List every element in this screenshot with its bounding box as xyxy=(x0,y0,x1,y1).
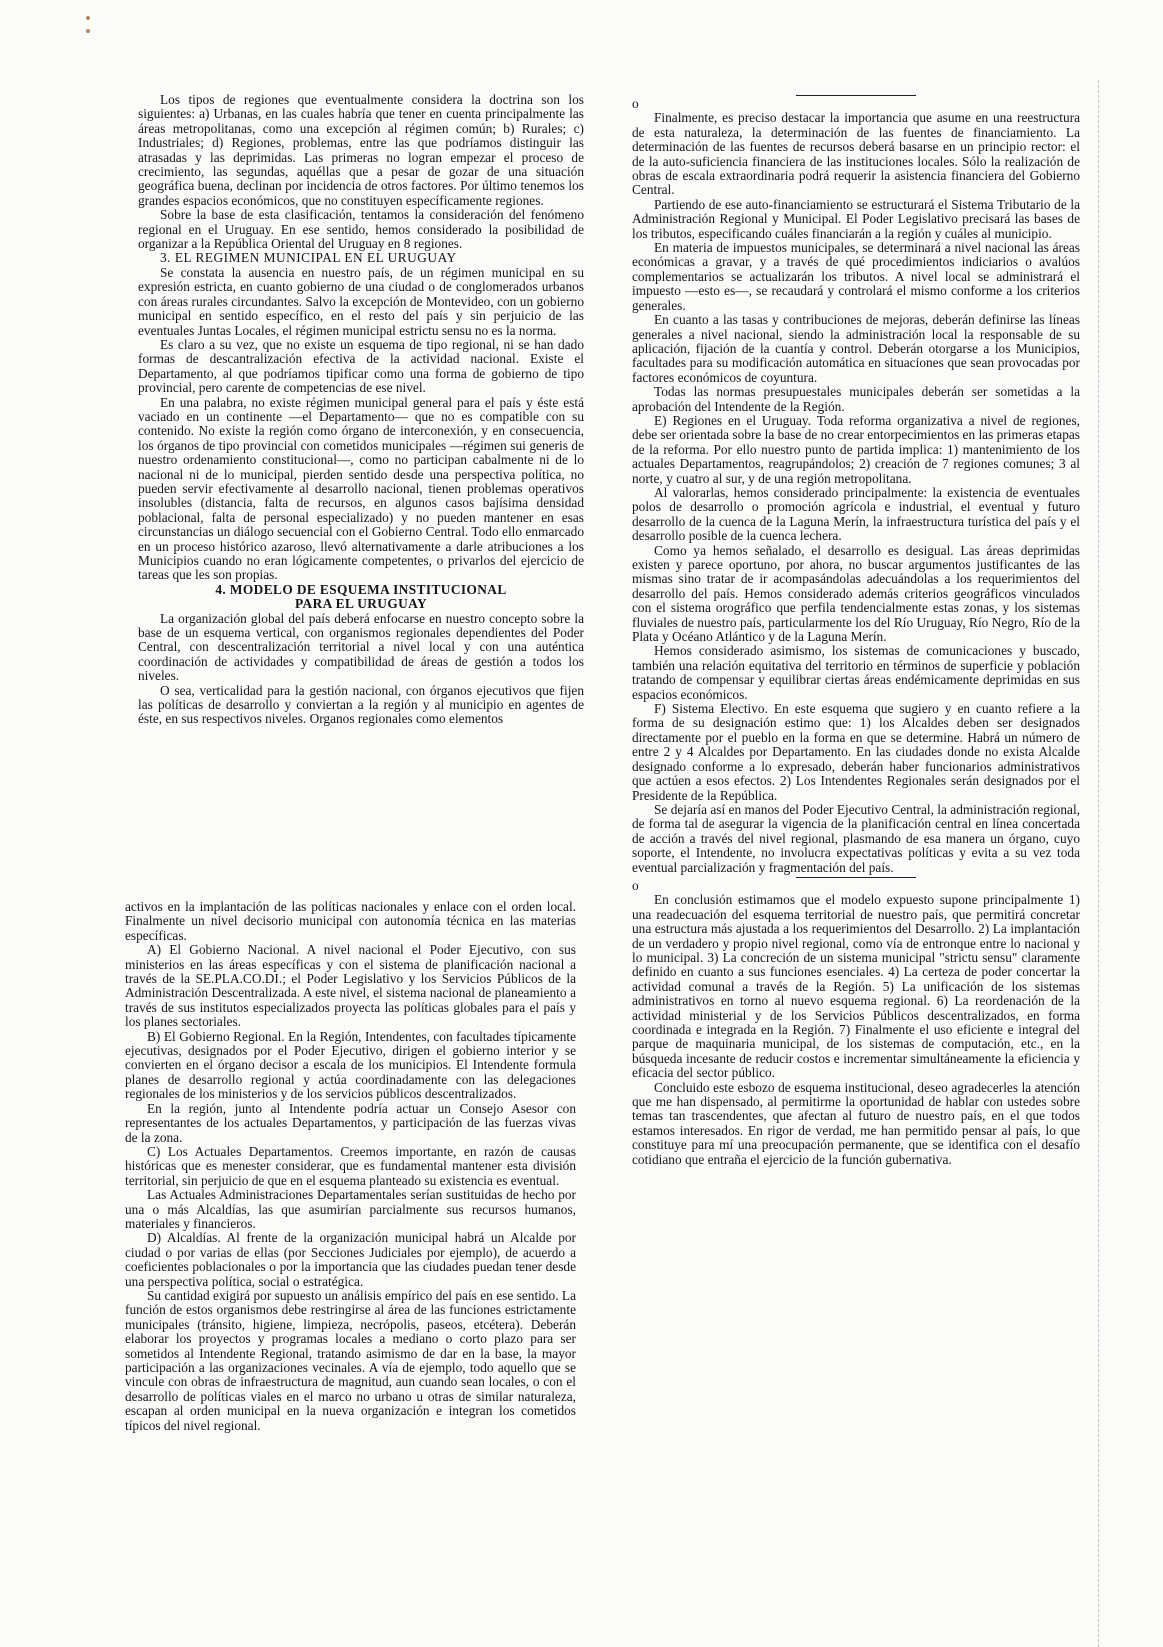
paragraph: A) El Gobierno Nacional. A nivel nacional el Poder Ejecutivo, con sus ministerios en las áreas específicas y con el sistema de planificación nacional a través de la SE.PLA.CO.DI.; el Poder Legislativo y los Servicios Públicos de la Administración Descentralizada. A este nivel, el sistema nacional de planeamiento a través de sus institutos especializados proyecta las políticas globales para el país y los planes sectoriales. xyxy=(125,942,576,1030)
paragraph: B) El Gobierno Regional. En la Región, Intendentes, con facultades típicamente ejecutivas, designados por el Poder Ejecutivo, dirigen el gobierno interior y se convierten en el órgano decisor a escala de los municipios. El Intendente formula planes de desarrollo regional y actúa coordinadamente con las delegaciones regionales de los ministerios y de los servicios públicos descentralizados. xyxy=(125,1028,576,1102)
paragraph: C) Los Actuales Departamentos. Creemos importante, en razón de causas históricas que es menester considerar, que es fundamental mantener esta división territorial, sin perjuicio de que en el esquema planteado su existencia es eventual. xyxy=(125,1143,576,1188)
paragraph: activos en la implantación de las políticas nacionales y enlace con el orden local. Finalmente un nivel decisorio municipal con autonomía técnica en las materias específicas. xyxy=(125,899,576,943)
paragraph: Sobre la base de esta clasificación, tentamos la consideración del fenómeno regional en el Uruguay. En ese sentido, hemos considerado la posibilidad de organizar a la República Oriental del Uruguay en 8 regiones. xyxy=(138,207,584,252)
paragraph: Al valorarlas, hemos considerado principalmente: la existencia de eventuales polos de desarrollo o promoción agrícola e industrial, el eventual y futuro desarrollo de la cuenca de la Laguna Merín, la infraestructura turística del país y el desarrollo posible de la cuenca lechera. xyxy=(632,484,1080,544)
paragraph: D) Alcaldías. Al frente de la organización municipal habrá un Alcalde por ciudad o por varias de ellas (por Secciones Judiciales por ejemplo), de acuerdo a coeficientes poblacionales o por la importancia que las ciudades puedan tener desde una perspectiva política, social o estratégica. xyxy=(125,1230,576,1289)
paragraph: En conclusión estimamos que el modelo expuesto supone principalmente 1) una readecuación del esquema territorial de nuestro país, que permitirá concretar una estructura más ajustada a los requerimientos del Desarrollo. 2) La implantación de un verdadero y propio nivel regional, como vía de entronque entre lo nacional y lo municipal. 3) La concreción de un sistema municipal "strictu sensu" claramente definido en cuanto a sus funciones esenciales. 4) La certeza de poder concertar la actividad comunal a través de la Región. 5) La unificación de los sistemas administrativos en torno al nuevo esquema regional. 6) La reordenación de la actividad ministerial y de los Servicios Públicos descentralizados, en forma coordinada e integrada en la Región. 7) Finalmente el uso eficiente e integral del parque de maquinaria municipal, de los sistemas de computación, etc., en la búsqueda incesante de reducir costos e incrementar simultáneamente la eficiencia y eficacia del sector público. xyxy=(632,892,1080,1081)
paragraph: O sea, verticalidad para la gestión nacional, con órganos ejecutivos que fijen las políticas de desarrollo y conviertan a la región y al municipio en agentes de éste, en sus respectivos niveles. Organos regionales como elementos xyxy=(138,682,584,727)
section-heading: 3. EL REGIMEN MUNICIPAL EN EL URUGUAY xyxy=(160,250,457,266)
paragraph: Finalmente, es preciso destacar la importancia que asume en una reestructura de esta naturaleza, la determinación de las fuentes de financiamiento. La determinación de las fuentes de recursos deberá basarse en un principio rector: el de la auto-suficiencia financiera de las instituciones locales. Sólo la realización de obras de escala extraordinaria podrá requerir la asistencia financiera del Gobierno Central. xyxy=(632,110,1080,198)
paragraph: En materia de impuestos municipales, se determinará a nivel nacional las áreas económicas a gravar, y a través de qué procedimientos indiciarios o avalúos complementarios se actualizarán los tributos. A nivel local se administrará el impuesto —esto es—, se recaudará y controlará el mismo conforme a los criterios generales. xyxy=(632,240,1080,313)
paragraph: F) Sistema Electivo. En este esquema que sugiero y en cuanto refiere a la forma de su designación estimo que: 1) los Alcaldes deben ser designados directamente por el pueblo en la forma en que se determine. Habrá un número de entre 2 y 4 Alcaldes por Departamento. En las ciudades donde no exista Alcalde designado conforme a lo expresado, deberán haber funcionarios administrativos que actúen a esos efectos. 2) Los Intendentes Regionales serán designados por el Presidente de la República. xyxy=(632,701,1080,803)
paragraph: Su cantidad exigirá por supuesto un análisis empírico del país en ese sentido. La función de estos organismos debe restringirse al área de las funciones estrictamente municipales (tránsito, higiene, limpieza, necrópolis, paseos, etcétera). Deberán elaborar los proyectos y programas locales a mediano o corto plazo para ser sometidos al Intendente Regional, tratando asimismo de dar en la base, la mayor participación a las organizaciones vecinales. A vía de ejemplo, todo aquello que se vincule con obras de infraestructura de magnitud, aun cuando sean locales, o con el desarrollo de políticas viales en el marco no urbano u otras de similar naturaleza, escapan al orden municipal en la nueva organización e integran los cometidos típicos del nivel regional. xyxy=(125,1287,576,1433)
paragraph: Concluido este esbozo de esquema institucional, deseo agradecerles la atención que me han dispensado, al permitirme la oportunidad de hablar con ustedes sobre temas tan trascendentes, que afectan al futuro de nuestro país, en el que todos estamos interesados. En rigor de verdad, me han permitido pensar al país, lo que constituye para mí una preocupación permanente, que se identifica con el desafío cotidiano que entraña el ejercicio de la función gubernativa. xyxy=(632,1079,1080,1167)
paragraph: Se dejaría así en manos del Poder Ejecutivo Central, la administración regional, de forma tal de asegurar la vigencia de la planificación central en línea concertada de acción a través del nivel regional, plasmando de esa manera un órgano, cuyo soporte, el Intendente, no involucra expectativas políticas y evita a su vez toda eventual parcialización y fragmentación del país. xyxy=(632,801,1080,875)
paragraph: Es claro a su vez, que no existe un esquema de tipo regional, ni se han dado formas de descantralización efectiva de la actividad nacional. Existe el Departamento, al que podríamos tipificar como una forma de gobierno de tipo provincial, pero carente de competencias de ese nivel. xyxy=(138,336,584,396)
article-column-left-lower xyxy=(125,900,576,1576)
paragraph: Como ya hemos señalado, el desarrollo es desigual. Las áreas deprimidas existen y parece oportuno, por ahora, no buscar argumentos justificantes de las mismas sino tratar de ir acompasándolas adecuándolas a los requerimientos del desarrollo del país. Hemos considerado además criterios geográficos vinculados con el sistema orográfico que perfila tendencialmente estas zonas, y los sistemas fluviales de nuestro país, particularmente los del Río Uruguay, Río Negro, Río de la Plata y Océano Atlántico y de la Laguna Merín. xyxy=(632,542,1080,645)
section-heading: 4. MODELO DE ESQUEMA INSTITUCIONAL xyxy=(215,581,507,597)
paragraph: En la región, junto al Intendente podría actuar un Consejo Asesor con representantes de los actuales Departamentos, y participación de las fuerzas vivas de la zona. xyxy=(125,1100,576,1145)
paragraph: La organización global del país deberá enfocarse en nuestro concepto sobre la base de un esquema vertical, con organismos regionales dependientes del Poder Central, con descentralización territorial a nivel local y con una auténtica coordinación de actividades y compatibilidad de áreas de gestión a todos los niveles. xyxy=(138,610,584,684)
paragraph: Las Actuales Administraciones Departamentales serían sustituidas de hecho por una o más Alcaldías, las que asumirían parcialmente sus recursos humanos, materiales y financieros. xyxy=(125,1187,576,1231)
article-column-left-upper xyxy=(138,93,584,893)
paragraph: En cuanto a las tasas y contribuciones de mejoras, deberán definirse las líneas generales a nivel nacional, siendo la administración local la responsable de su aplicación, fijación de la cuantía y control. Deberán otorgarse a los Municipios, facultades para su modificación automática en situaciones que sean provocadas por factores económicos de coyuntura. xyxy=(632,312,1080,385)
paragraph: Partiendo de ese auto-financiamiento se estructurará el Sistema Tributario de la Administración Regional y Municipal. El Poder Legislativo precisará las bases de los tributos, especificando cuáles financiarán a la región y cuáles al municipio. xyxy=(632,196,1080,241)
punch-mark xyxy=(86,16,90,20)
section-heading: PARA EL URUGUAY xyxy=(294,596,428,612)
paragraph: Se constata la ausencia en nuestro país, de un régimen municipal en su expresión estricta, en cuanto gobierno de una ciudad o de conglomerados urbanos con áreas rurales circundantes. Salvo la excepción de Montevideo, con un gobierno municipal en sentido específico, en el resto del país y sin perjuicio de las eventuales Juntas Locales, el régimen municipal estrictu sensu no es la norma. xyxy=(138,264,584,338)
paragraph: Los tipos de regiones que eventualmente considera la doctrina son los siguientes: a) Urbanas, en las cuales habría que tener en cuenta principalmente las áreas metropolitanas, como una excepción al régimen común; b) Rurales; c) Industriales; d) Regiones, problemas, entre las que podríamos distinguir las atrasadas y las deprimidas. Las primeras no logran empezar el proceso de crecimiento, las segundas, aquéllas que a pesar de gozar de una situación geográfica buena, declinan por incidencia de otros factores. Por último tenemos los grandes espacios económicos, que no constituyen específicamente regiones. xyxy=(138,92,584,208)
punch-mark xyxy=(86,29,90,33)
scan-edge xyxy=(1098,80,1099,1647)
paragraph: E) Regiones en el Uruguay. Toda reforma organizativa a nivel de regiones, debe ser orientada sobre la base de no crear entorpecimientos en las primeras etapas de la reforma. Por ello nuestro punto de partida implica: 1) mantenimiento de los actuales Departamentos, reagrupándolos; 2) creación de 7 regiones comunes; 3 al norte, y cuatro al sur, y de una región metropolitana. xyxy=(632,412,1080,486)
article-column-right: o Finalmente, es preciso destacar la importancia que asume en una reestructura de esta naturaleza, la determinación de las fuentes de financiamiento. La determinación de las fuentes de recursos deberá basarse en un principio rector: el de la auto-suficiencia financiera de las instituciones locales. Sólo la realización de obras de escala extraordinaria podrá requerir la asistencia financiera del Gobierno Central. Partiendo de ese auto-financiamiento se estructurará el Sistema Tributario de la Administración Regional y Municipal. El Poder Legislativo precisará las bases de los tributos, especificando cuáles financiarán a la región y cuáles al municipio. En materia de impuestos municipales, se determinará a nivel nacional las áreas económicas a gravar, y a través de qué procedimientos indiciarios o avalúos complementarios se actualizarán los tributos. A nivel local se administrará el impuesto —esto es—, se recaudará y controlará el mismo conforme a los criterios generales. En cuanto a las tasas y contribuciones de mejoras, deberán definirse las líneas generales a nivel nacional, siendo la administración local la responsable de su aplicación, fijación de la cuantía y control. Deberán otorgarse a los Municipios, facultades para su modificación automática en situaciones que sean provocadas por factores económicos de coyuntura. Todas las normas presupuestales municipales deberán ser sometidas a la aprobación del Intendente de la Región. E) Regiones en el Uruguay. Toda reforma organizativa a nivel de regiones, debe ser orientada sobre la base de no crear entorpecimientos en las primeras etapas de la reforma. Por ello nuestro punto de partida implica: 1) mantenimiento de los actuales Departamentos, reagrupándolos; 2) creación de 7 regiones comunes; 3 al norte, y cuatro al sur, y de una región metropolitana. Al valorarlas, hemos considerado principalmente: la existencia de eventuales polos de desarrollo o promoción agrícola e industrial, el eventual y futuro desarrollo de la cuenca de la Laguna Merín, la infraestructura turística del país y el desarrollo posible de la cuenca lechera. Como ya hemos señalado, el desarrollo es desigual. Las áreas deprimidas existen y parece oportuno, por ahora, no buscar argumentos justificantes de las mismas sino tratar de ir acompasándolas adecuándolas a los requerimientos del desarrollo del país. Hemos considerado además criterios geográficos vinculados con el sistema orográfico que perfila tendencialmente estas zonas, y los sistemas fluviales de nuestro país, particularmente los del Río Uruguay, Río Negro, Río de la Plata y Océano Atlántico y de la Laguna Merín. Hemos considerado asimismo, los sistemas de comunicaciones y buscado, también una relación equitativa del territorio en términos de superficie y población tratando de compensar y equilibrar ciertas áreas endémicamente deprimidas en sus espacios económicos. F) Sistema Electivo. En este esquema que sugiero y en cuanto refiere a la forma de su designación estimo que: 1) los Alcaldes deben ser designados directamente por el pueblo en la forma en que se determine. Habrá un número de entre 2 y 4 Alcaldes por Departamento. En las ciudades donde no exista Alcalde designado conforme a lo expresado, deberán haber funcionarios administrativos que actúen a esos efectos. 2) Los Intendentes Regionales serán designados por el Presidente de la República. Se dejaría así en manos del Poder Ejecutivo Central, la administración regional, de forma tal de asegurar la vigencia de la planificación central en línea concertada de acción a través del nivel regional, plasmando de esa manera un órgano, cuyo soporte, el Intendente, no involucra expectativas políticas y evita a su vez toda eventual parcialización y fragmentación del país. o En conclusión estimamos que el modelo expuesto supone principalmente 1) una readecuación del esquema territorial de nuestro país, que permitirá concretar una estructura más ajustada a los requerimientos del Desarrollo. 2) La implantación de un verdadero y propio nivel regional, como vía de entronque entre lo nacional y lo municipal. 3) La concreción de un sistema municipal "strictu sensu" claramente definido en cuanto a sus funciones esenciales. 4) La certeza de poder concertar la actividad comunal a través de la Región. 5) La unificación de los sistemas administrativos en torno al nuevo esquema regional. 6) La reordenación de la actividad ministerial y de los Servicios Públicos descentralizados, en forma coordinada e integrada en la Región. 7) Finalmente el uso eficiente e integral del parque de maquinaria municipal, de los sistemas de computación, etc., en la búsqueda incesante de reducir costos e incrementar simultáneamente la eficiencia y eficacia del sector público. Concluido este esbozo de esquema institucional, deseo agradecerles la atención que me han dispensado, al permitirme la oportunidad de hablar con ustedes sobre temas tan trascendentes, que afectan al futuro de nuestro país, en el que todos estamos interesados. En rigor de verdad, me han permitido pensar al país, lo que constituye para mí una preocupación permanente, que se identifica con el desafío cotidiano que entraña el ejercicio de la función gubernativa. xyxy=(632,96,1080,1167)
paragraph: En una palabra, no existe régimen municipal general para el país y éste está vaciado en un continente —el Departamento— que no es compatible con su contenido. No existe la región como órgano de interconexión, y en consecuencia, los órganos de tipo provincial con cometidos municipales —régimen sui generis de nuestro ordenamiento constitucional—, como no participan cabalmente ni de lo nacional ni de lo municipal, pierden sentido desde una perspectiva política, no pueden servir efectivamente al desarrollo nacional, tienen problemas operativos insolubles (distancia, falta de recursos, en algunos casos bajísima densidad poblacional, falta de personal especializado) y no pueden mantener en esas circunstancias un diálogo secuencial con el Gobierno Central. Todo ello enmarcado en un proceso histórico azaroso, llevó alternativamente a darle atribuciones a los Municipios cuando no eran lógicamente competentes, o privarlos del ejercicio de tareas que les son propias. xyxy=(138,394,584,583)
paragraph: Hemos considerado asimismo, los sistemas de comunicaciones y buscado, también una relación equitativa del territorio en términos de superficie y población tratando de compensar y equilibrar ciertas áreas endémicamente deprimidas en sus espacios económicos. xyxy=(632,643,1080,702)
paragraph: Todas las normas presupuestales municipales deberán ser sometidas a la aprobación del Intendente de la Región. xyxy=(632,384,1080,414)
